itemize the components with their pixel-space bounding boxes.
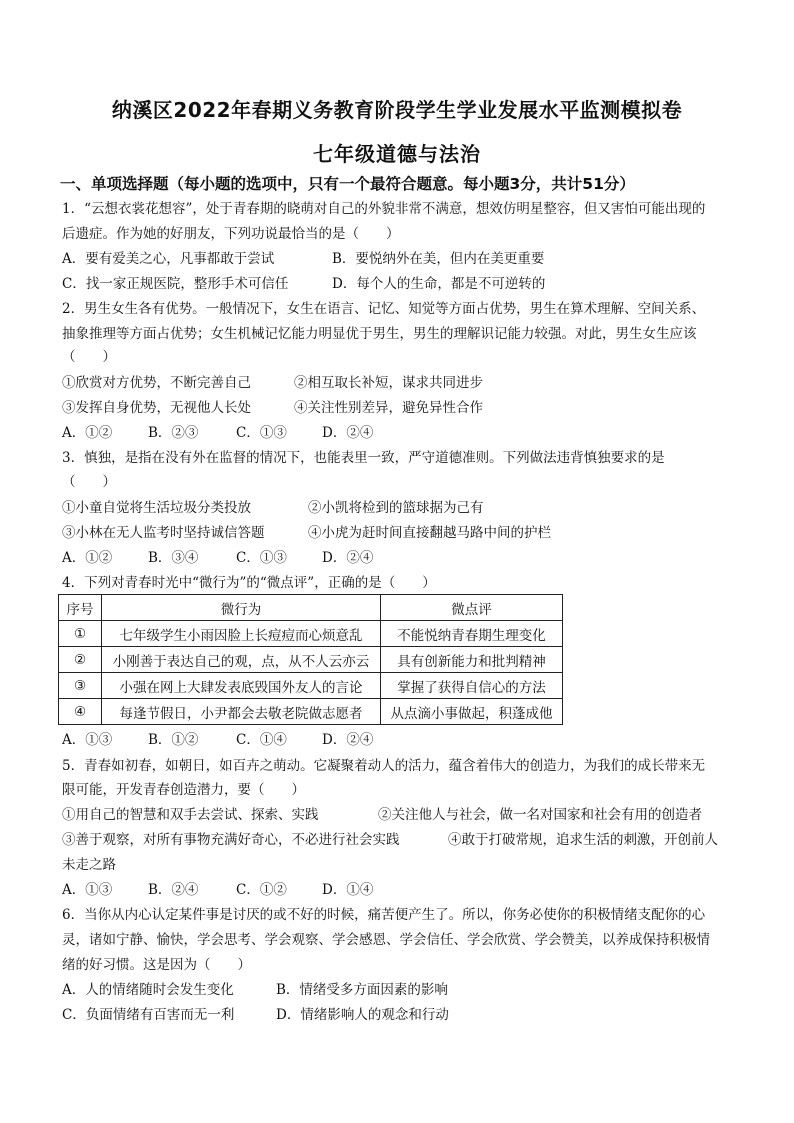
q6-option-b: B．情绪受多方面因素的影响 [276, 982, 448, 998]
q5-option-a: A．①③ [62, 882, 113, 898]
q3-statement-3: ③小林在无人监考时坚持诚信答题 [62, 525, 265, 541]
q4-header-index: 序号 [59, 595, 102, 621]
q1-option-a: A．要有爱美之心，凡事都敢于尝试 [62, 251, 275, 267]
q5-option-b: B．②④ [148, 882, 199, 898]
q3-option-b: B．③④ [148, 550, 199, 566]
q5-statement-4-cont: 未走之路 [62, 857, 116, 873]
q4-table [58, 594, 563, 725]
q2-statement-1: ①欣赏对方优势，不断完善自己 [62, 375, 251, 391]
q1-stem-line-1: 1．“云想衣裳花想容”，处于青春期的晓萌对自己的外貌非常不满意，想效仿明星整容，但又害怕可能出现的 [62, 201, 706, 217]
q1-option-d: D．每个人的生命，都是不可逆转的 [332, 276, 546, 292]
q2-stem-line-2: 抽象推理等方面占优势；女生机械记忆能力明显优于男生，男生的理解识记能力较强。对此，男生女生应该 [62, 326, 697, 342]
q4-header-behavior: 微行为 [102, 595, 381, 621]
q6-stem-line-1: 6．当你从内心认定某件事是讨厌的或不好的时候，痛苦便产生了。所以，你务必使你的积极情绪支配你的心 [62, 907, 706, 923]
q5-statement-4: ④敢于打破常规，追求生活的刺激，开创前人 [448, 832, 718, 848]
q4-row-index: ③ [59, 673, 102, 699]
q3-stem-line-1: 3．慎独，是指在没有外在监督的情况下，也能表里一致，严守道德准则。下列做法违背慎独要求的是 [62, 450, 665, 466]
q2-stem-line-3: （ ） [62, 349, 116, 365]
q5-statement-2: ②关注他人与社会，做一名对国家和社会有用的创造者 [378, 807, 702, 823]
table-row [59, 647, 563, 673]
q3-statement-1: ①小童自觉将生活垃圾分类投放 [62, 500, 251, 516]
q4-row-index: ④ [59, 699, 102, 725]
exam-title: 纳溪区2022年春期义务教育阶段学生学业发展水平监测模拟卷 [111, 98, 683, 122]
q6-option-a: A．人的情绪随时会发生变化 [62, 982, 234, 998]
q4-row-behavior: 每逢节假日，小尹都会去敬老院做志愿者 [102, 699, 381, 725]
exam-subject: 七年级道德与法治 [313, 142, 481, 166]
q2-statement-3: ③发挥自身优势，无视他人长处 [62, 400, 251, 416]
q4-row-comment: 掌握了获得自信心的方法 [381, 673, 563, 699]
q2-option-d: D．②④ [322, 425, 374, 441]
table-row [59, 673, 563, 699]
q4-row-comment: 从点滴小事做起，积蓬成他 [381, 699, 563, 725]
q5-stem-line-1: 5．青春如初春，如朝日，如百卉之萌动。它凝聚着动人的活力，蕴含着伟大的创造力，为我们的成长带来无 [62, 758, 706, 774]
q4-row-index: ② [59, 647, 102, 673]
q4-option-b: B．①② [148, 732, 199, 748]
q4-row-index: ① [59, 621, 102, 647]
q5-option-d: D．①④ [322, 882, 374, 898]
table-row [59, 699, 563, 725]
q4-row-behavior: 小刚善于表达自己的观，点，从不人云亦云 [102, 647, 381, 673]
q4-header-comment: 微点评 [381, 595, 563, 621]
q4-option-a: A．①③ [62, 732, 113, 748]
q2-option-b: B．②③ [148, 425, 199, 441]
q1-stem-line-2: 后遗症。作为她的好朋友，下列功说最恰当的是（ ） [62, 226, 400, 242]
q2-statement-4: ④关注性别差异，避免异性合作 [294, 400, 483, 416]
q3-option-c: C．①③ [236, 550, 287, 566]
q6-stem-line-3: 绪的好习惯。这是因为（ ） [62, 957, 251, 973]
q1-option-b: B．要悦纳外在美，但内在美更重要 [332, 251, 545, 267]
q5-statement-1: ①用自己的智慧和双手去尝试、探索、实践 [62, 807, 319, 823]
q3-stem-line-2: （ ） [62, 474, 116, 490]
q2-statement-2: ②相互取长补短，谋求共同进步 [294, 375, 483, 391]
q5-stem-line-2: 限可能，开发青春创造潜力，要（ ） [62, 782, 305, 798]
q4-table-header-row [59, 595, 563, 621]
q2-stem-line-1: 2．男生女生各有优势。一般情况下，女生在语言、记忆、知觉等方面占优势，男生在算术理解、空间关系、 [62, 301, 706, 317]
q2-option-c: C．①③ [236, 425, 287, 441]
q2-option-a: A．①② [62, 425, 113, 441]
q6-stem-line-2: 灵，诸如宁静、愉快，学会思考、学会观察、学会感恩、学会信任、学会欣赏、学会赞美，以养成保持积极情 [62, 932, 710, 948]
q3-option-a: A．①② [62, 550, 113, 566]
q3-statement-4: ④小虎为赶时间直接翻越马路中间的护栏 [308, 525, 551, 541]
q3-statement-2: ②小凯将检到的篮球据为己有 [308, 500, 484, 516]
q1-option-c: C．找一家正规医院，整形手术可信任 [62, 276, 289, 292]
q4-option-c: C．①④ [236, 732, 287, 748]
q4-row-comment: 具有创新能力和批判精神 [381, 647, 563, 673]
section-heading: 一、单项选择题（每小题的选项中，只有一个最符合题意。每小题3分，共计51分） [60, 175, 635, 193]
q4-stem: 4．下列对青春时光中“微行为”的“微点评”，正确的是（ ） [62, 575, 436, 591]
q4-option-d: D．②④ [322, 732, 374, 748]
table-row [59, 621, 563, 647]
q5-option-c: C．①② [236, 882, 287, 898]
q6-option-c: C．负面情绪有百害而无一利 [62, 1007, 235, 1023]
q5-statement-3: ③善于观察，对所有事物充满好奇心，不必进行社会实践 [62, 832, 400, 848]
q4-row-comment: 不能悦纳青春期生理变化 [381, 621, 563, 647]
q3-option-d: D．②④ [322, 550, 374, 566]
q4-row-behavior: 小强在网上大肆发表底毁国外友人的言论 [102, 673, 381, 699]
q4-row-behavior: 七年级学生小雨因脸上长痘痘而心烦意乱 [102, 621, 381, 647]
q6-option-d: D．情绪影响人的观念和行动 [276, 1007, 449, 1023]
